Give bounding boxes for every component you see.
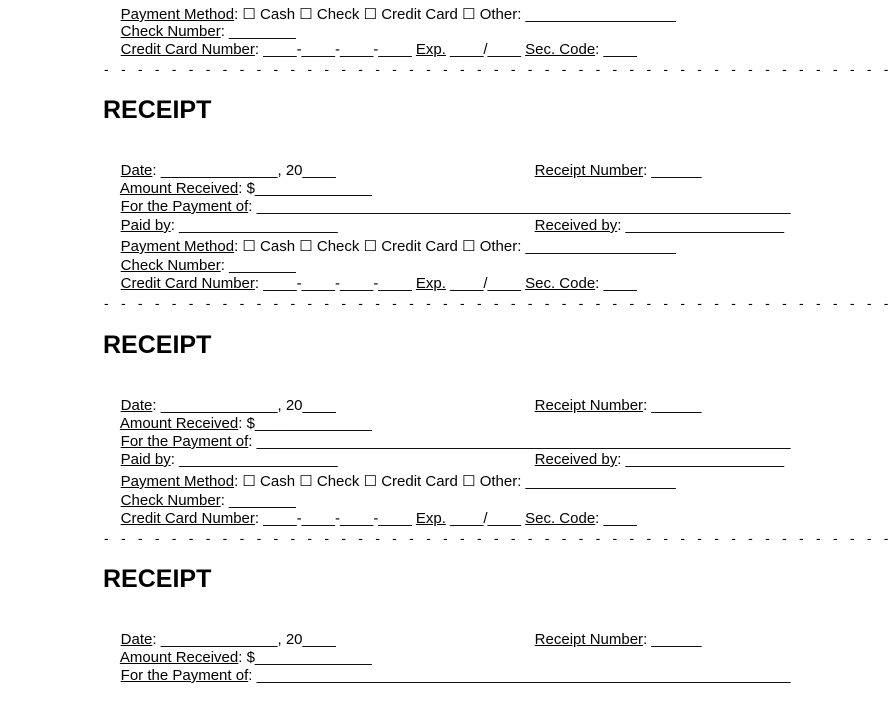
received-by-field[interactable]: : ___________________ bbox=[617, 217, 785, 234]
cut-separator: - - - - - - - - - - - - - - - - - - - - - - - - - - - - - - - - - - - - - - - - - - - - - - - bbox=[104, 295, 893, 311]
check-number-field[interactable]: : ________ bbox=[220, 23, 296, 40]
other-label: Other: bbox=[479, 238, 522, 255]
checkbox-icon[interactable]: ☐ bbox=[363, 6, 378, 23]
credit-card-number-label: Credit Card Number bbox=[120, 275, 255, 292]
other-label: Other: bbox=[479, 473, 522, 490]
credit-card-label: Credit Card bbox=[381, 473, 458, 490]
checkbox-icon[interactable]: ☐ bbox=[242, 6, 256, 23]
credit-card-label: Credit Card bbox=[381, 238, 458, 255]
payment-method-line: Payment Method: ☐ Cash ☐ Check ☐ Credit Card ☐ Other: __________________ bbox=[120, 473, 676, 490]
credit-card-number-field[interactable]: : ____-____-____-____ bbox=[254, 510, 412, 527]
other-checkbox-icon[interactable]: ☐ bbox=[462, 238, 476, 255]
checkbox-icon[interactable]: ☐ bbox=[462, 6, 476, 23]
credit-card-number-label: Credit Card Number bbox=[120, 41, 255, 58]
date-label: Date bbox=[120, 631, 153, 648]
check-number-label: Check Number bbox=[120, 492, 221, 509]
received-by-label: Received by bbox=[534, 451, 618, 468]
cut-separator: - - - - - - - - - - - - - - - - - - - - - - - - - - - - - - - - - - - - - - - - - - - - - - - bbox=[104, 530, 893, 546]
for-payment-field[interactable]: : ________________________________________________________________ bbox=[248, 198, 791, 215]
check-label: Check bbox=[316, 473, 360, 490]
partial-payment-method-line: Payment Method: ☐ Cash ☐ Check ☐ Credit Card ☐ Other: __________________ bbox=[120, 6, 676, 23]
cash-label: Cash bbox=[260, 473, 296, 490]
for-payment-label: For the Payment of bbox=[120, 667, 249, 684]
check-number-label: Check Number bbox=[120, 23, 221, 40]
for-payment-label: For the Payment of bbox=[120, 198, 249, 215]
amount-received-label: Amount Received bbox=[119, 415, 239, 432]
payment-method-line: Payment Method: ☐ Cash ☐ Check ☐ Credit Card ☐ Other: __________________ bbox=[120, 238, 676, 255]
payment-method-label: Payment Method bbox=[120, 6, 235, 23]
receipt-number-field[interactable]: : ______ bbox=[643, 631, 702, 648]
paid-by-field[interactable]: : ___________________ bbox=[170, 217, 338, 234]
other-field[interactable]: __________________ bbox=[521, 238, 676, 255]
credit-card-number-field[interactable]: : ____-____-____-____ bbox=[254, 41, 412, 58]
check-number-field[interactable]: : ________ bbox=[220, 492, 296, 509]
credit-card-number-field[interactable]: : ____-____-____-____ bbox=[254, 275, 412, 292]
exp-field[interactable]: ____/____ bbox=[450, 510, 521, 527]
paid-by-field[interactable]: : ___________________ bbox=[170, 451, 338, 468]
amount-received-field[interactable]: : $______________ bbox=[238, 180, 372, 197]
receipt-number-label: Receipt Number bbox=[534, 631, 644, 648]
for-payment-label: For the Payment of bbox=[120, 433, 249, 450]
amount-received-field[interactable]: : $______________ bbox=[238, 415, 372, 432]
date-field[interactable]: : ______________, 20____ bbox=[152, 397, 336, 414]
receipt-title: RECEIPT bbox=[103, 331, 212, 359]
for-payment-field[interactable]: : ________________________________________________________________ bbox=[248, 667, 791, 684]
credit-card-number-label: Credit Card Number bbox=[120, 510, 255, 527]
cash-label: Cash bbox=[260, 238, 296, 255]
paid-by-label: Paid by bbox=[120, 451, 171, 468]
check-label: Check bbox=[316, 238, 360, 255]
exp-label: Exp. bbox=[415, 41, 446, 58]
exp-label: Exp. bbox=[415, 510, 446, 527]
other-checkbox-icon[interactable]: ☐ bbox=[462, 473, 476, 490]
check-number-label: Check Number bbox=[120, 257, 221, 274]
sec-code-label: Sec. Code bbox=[525, 41, 596, 58]
date-label: Date bbox=[120, 162, 153, 179]
exp-label: Exp. bbox=[415, 275, 446, 292]
amount-received-label: Amount Received bbox=[119, 180, 239, 197]
receipt-number-field[interactable]: : ______ bbox=[643, 397, 702, 414]
checkbox-icon[interactable]: ☐ bbox=[299, 6, 313, 23]
sec-code-field[interactable]: : ____ bbox=[595, 510, 637, 527]
paid-by-label: Paid by bbox=[120, 217, 171, 234]
receipt-title: RECEIPT bbox=[103, 565, 212, 593]
sec-code-field[interactable]: : ____ bbox=[595, 275, 637, 292]
for-payment-field[interactable]: : ________________________________________________________________ bbox=[248, 433, 791, 450]
receipt-number-label: Receipt Number bbox=[534, 397, 644, 414]
received-by-label: Received by bbox=[534, 217, 618, 234]
amount-received-label: Amount Received bbox=[119, 649, 239, 666]
credit-card-checkbox-icon[interactable]: ☐ bbox=[363, 473, 378, 490]
other-field[interactable]: __________________ bbox=[521, 473, 676, 490]
cash-checkbox-icon[interactable]: ☐ bbox=[242, 473, 256, 490]
receipt-title: RECEIPT bbox=[103, 96, 212, 124]
for-payment-line bbox=[104, 649, 790, 703]
other-field[interactable]: __________________ bbox=[521, 6, 676, 23]
sec-code-field[interactable]: : ____ bbox=[595, 41, 637, 58]
exp-field[interactable]: ____/____ bbox=[450, 275, 521, 292]
payment-method-label: Payment Method bbox=[120, 473, 235, 490]
sec-code-label: Sec. Code bbox=[525, 510, 596, 527]
receipt-number-field[interactable]: : ______ bbox=[643, 162, 702, 179]
check-checkbox-icon[interactable]: ☐ bbox=[299, 238, 313, 255]
amount-received-field[interactable]: : $______________ bbox=[238, 649, 372, 666]
cut-separator: - - - - - - - - - - - - - - - - - - - - - - - - - - - - - - - - - - - - - - - - - - - - - - - bbox=[104, 61, 893, 77]
exp-field[interactable]: ____/____ bbox=[450, 41, 521, 58]
payment-method-label: Payment Method bbox=[120, 238, 235, 255]
check-checkbox-icon[interactable]: ☐ bbox=[299, 473, 313, 490]
date-field[interactable]: : ______________, 20____ bbox=[152, 162, 336, 179]
cash-checkbox-icon[interactable]: ☐ bbox=[242, 238, 256, 255]
credit-card-checkbox-icon[interactable]: ☐ bbox=[363, 238, 378, 255]
check-number-field[interactable]: : ________ bbox=[220, 257, 296, 274]
sec-code-label: Sec. Code bbox=[525, 275, 596, 292]
date-field[interactable]: : ______________, 20____ bbox=[152, 631, 336, 648]
date-label: Date bbox=[120, 397, 153, 414]
receipt-number-label: Receipt Number bbox=[534, 162, 644, 179]
received-by-field[interactable]: : ___________________ bbox=[617, 451, 785, 468]
